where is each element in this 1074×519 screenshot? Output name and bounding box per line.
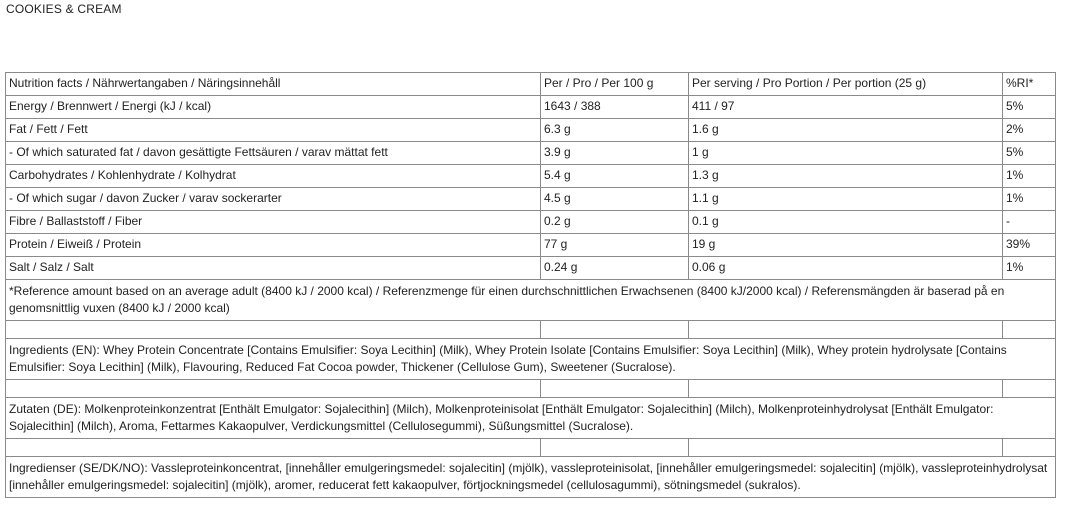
header-nutrient: Nutrition facts / Nährwertangaben / Näringsinnehåll xyxy=(6,73,541,96)
header-ri: %RI* xyxy=(1003,73,1056,96)
reference-note-row xyxy=(6,280,1056,321)
value-per-serving: 1.1 g xyxy=(689,188,1003,211)
header-per-serving: Per serving / Pro Portion / Per portion (25 g) xyxy=(689,73,1003,96)
ingredients-en: Ingredients (EN): Whey Protein Concentrate [Contains Emulsifier: Soya Lecithin] (Milk), Whey Protein Isolate [Contains Emulsifier: Soya Lecithin] (Milk), Whey protein hydrolysate [Contains Emulsifier: Soya Lecithin] (Milk), Flavouring, Reduced Fat Cocoa powder, Thickener (Cellulose Gum), Sweetener (Sucralose). xyxy=(6,339,1056,380)
table-row xyxy=(6,234,1056,257)
value-per-100g: 0.2 g xyxy=(541,211,689,234)
ingredients-en-row xyxy=(6,339,1056,380)
nutrition-header-row xyxy=(6,73,1056,96)
empty-cell xyxy=(689,380,1003,398)
value-per-serving: 1 g xyxy=(689,142,1003,165)
empty-cell xyxy=(541,439,689,457)
empty-cell xyxy=(1003,321,1056,339)
value-per-100g: 5.4 g xyxy=(541,165,689,188)
nutrient-name: - Of which saturated fat / davon gesättigte Fettsäuren / varav mättat fett xyxy=(6,142,541,165)
value-per-serving: 1.6 g xyxy=(689,119,1003,142)
product-flavor-title: COOKIES & CREAM xyxy=(6,2,122,16)
value-ri: 39% xyxy=(1003,234,1056,257)
empty-cell xyxy=(541,321,689,339)
value-per-100g: 6.3 g xyxy=(541,119,689,142)
nutrition-table xyxy=(5,72,1056,498)
value-per-100g: 3.9 g xyxy=(541,142,689,165)
table-row xyxy=(6,119,1056,142)
empty-cell xyxy=(6,380,541,398)
value-ri: - xyxy=(1003,211,1056,234)
ingredients-se-row xyxy=(6,457,1056,498)
empty-cell xyxy=(689,439,1003,457)
table-row xyxy=(6,211,1056,234)
value-ri: 1% xyxy=(1003,165,1056,188)
table-row xyxy=(6,188,1056,211)
value-ri: 1% xyxy=(1003,188,1056,211)
value-ri: 2% xyxy=(1003,119,1056,142)
value-per-serving: 1.3 g xyxy=(689,165,1003,188)
value-per-serving: 19 g xyxy=(689,234,1003,257)
nutrient-name: Protein / Eiweiß / Protein xyxy=(6,234,541,257)
ingredients-de-row xyxy=(6,398,1056,439)
value-per-serving: 0.1 g xyxy=(689,211,1003,234)
nutrient-name: Fibre / Ballaststoff / Fiber xyxy=(6,211,541,234)
ingredients-de: Zutaten (DE): Molkenproteinkonzentrat [Enthält Emulgator: Sojalecithin] (Milch), Molkenproteinisolat [Enthält Emulgator: Sojalecithin] (Milch), Molkenproteinhydrolysat [Enthält Emulgator: Sojalecithin] (Milch), Aroma, Fettarmes Kakaopulver, Verdickungsmittel (Cellulosegummi), Süßungsmittel (Sucralose). xyxy=(6,398,1056,439)
value-per-100g: 1643 / 388 xyxy=(541,96,689,119)
empty-cell xyxy=(1003,439,1056,457)
value-per-100g: 77 g xyxy=(541,234,689,257)
value-per-100g: 0.24 g xyxy=(541,257,689,280)
table-row xyxy=(6,257,1056,280)
spacer-row xyxy=(6,439,1056,457)
value-per-100g: 4.5 g xyxy=(541,188,689,211)
spacer-row xyxy=(6,380,1056,398)
empty-cell xyxy=(6,321,541,339)
ingredients-se: Ingredienser (SE/DK/NO): Vassleproteinkoncentrat, [innehåller emulgeringsmedel: sojalecitin] (mjölk), vassleproteinisolat, [innehåller emulgeringsmedel: sojalecitin] (mjölk), vassleproteinhydrolysat [innehåller emulgeringsmedel: sojalecitin] (mjölk), aromer, reducerat fett kakaopulver, förtjockningsmedel (cellulosagummi), sötningsmedel (sukralos). xyxy=(6,457,1056,498)
table-row xyxy=(6,96,1056,119)
value-ri: 5% xyxy=(1003,142,1056,165)
table-row xyxy=(6,142,1056,165)
nutrient-name: Carbohydrates / Kohlenhydrate / Kolhydrat xyxy=(6,165,541,188)
table-row xyxy=(6,165,1056,188)
nutrient-name: Fat / Fett / Fett xyxy=(6,119,541,142)
value-per-serving: 411 / 97 xyxy=(689,96,1003,119)
nutrient-name: - Of which sugar / davon Zucker / varav sockerarter xyxy=(6,188,541,211)
value-ri: 1% xyxy=(1003,257,1056,280)
header-per-100g: Per / Pro / Per 100 g xyxy=(541,73,689,96)
value-ri: 5% xyxy=(1003,96,1056,119)
nutrient-name: Salt / Salz / Salt xyxy=(6,257,541,280)
empty-cell xyxy=(6,439,541,457)
value-per-serving: 0.06 g xyxy=(689,257,1003,280)
reference-note: *Reference amount based on an average adult (8400 kJ / 2000 kcal) / Referenzmenge für einen durchschnittlichen Erwachsenen (8400 kJ/2000 kcal) / Referensmängden är baserad på en genomsnittlig vuxen (8400 kJ / 2000 kcal) xyxy=(6,280,1056,321)
empty-cell xyxy=(689,321,1003,339)
spacer-row xyxy=(6,321,1056,339)
nutrient-name: Energy / Brennwert / Energi (kJ / kcal) xyxy=(6,96,541,119)
empty-cell xyxy=(541,380,689,398)
empty-cell xyxy=(1003,380,1056,398)
